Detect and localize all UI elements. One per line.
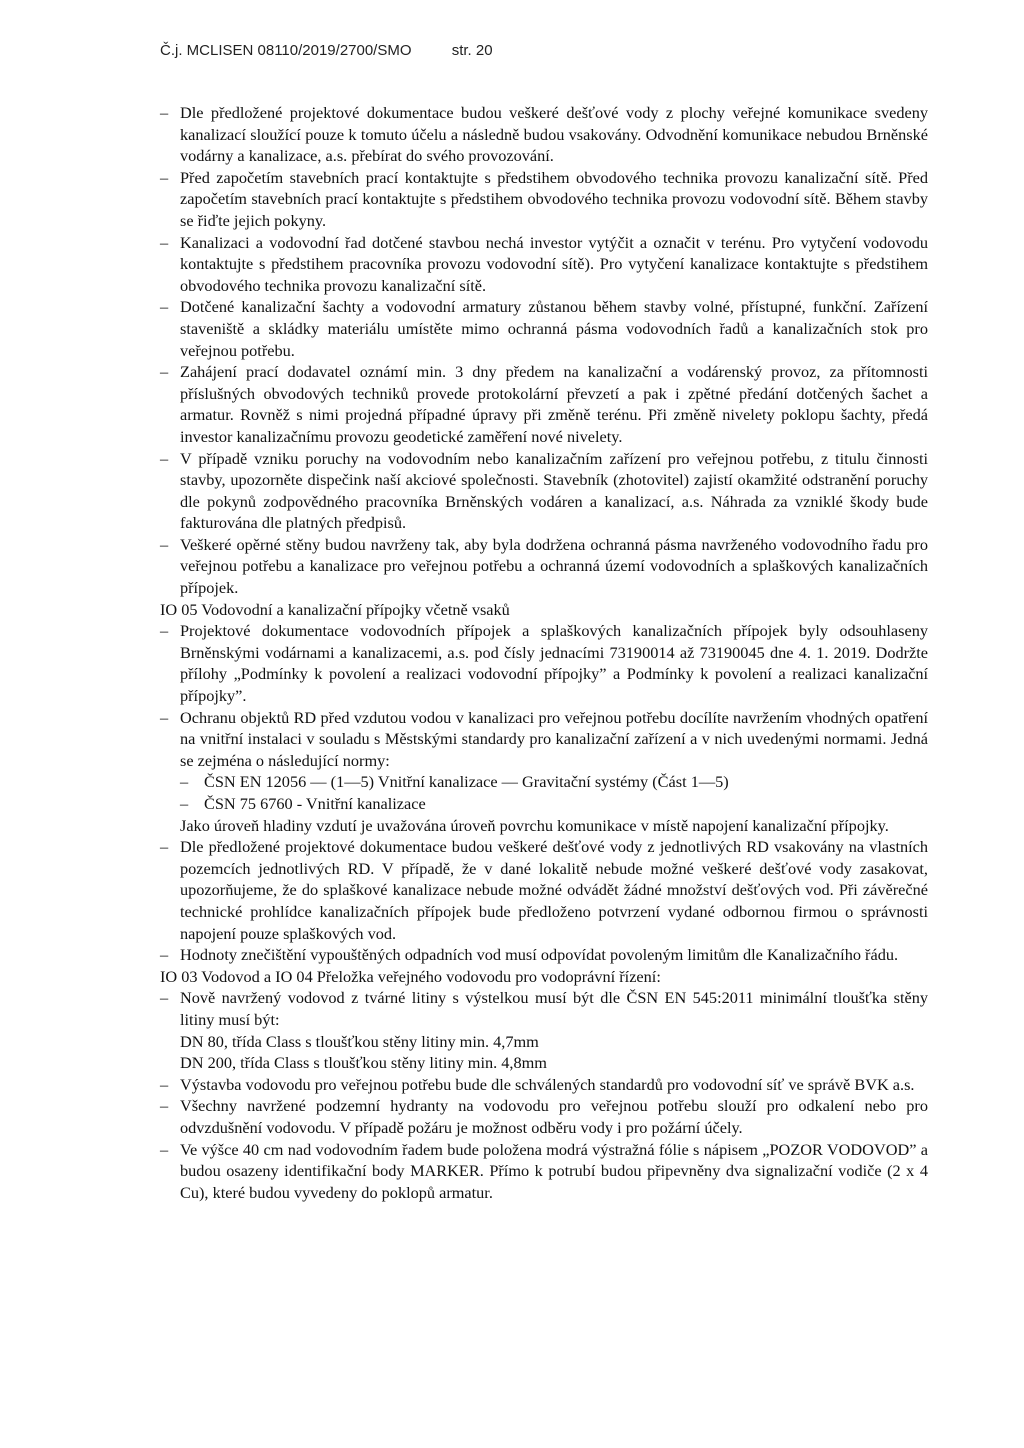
sub-list-item: – ČSN 75 6760 - Vnitřní kanalizace [160,793,928,815]
document-reference: Č.j. MCLISEN 08110/2019/2700/SMO [160,42,412,59]
list-item: – Hodnoty znečištění vypouštěných odpadních vod musí odpovídat povoleným limitům dle Kanalizačního řádu. [160,944,928,966]
list-item: – Zahájení prací dodavatel oznámí min. 3 dny předem na kanalizační a vodárenský provoz, za přítomnosti příslušných obvodových techniků provede protokolární převzetí a pak i zpětné předání dotčených šachet a armatur. Rovněž s nimi projedná případné úpravy při změně terénu. Při změně nivelety poklopu šachty, předá investor kanalizačnímu provozu geodetické zaměření nové nivelety. [160,361,928,447]
sub-list-item: – ČSN EN 12056 — (1—5) Vnitřní kanalizace — Gravitační systémy (Část 1—5) [160,771,928,793]
list-item: – Dle předložené projektové dokumentace budou veškeré dešťové vody z plochy veřejné komunikace svedeny kanalizací sloužící pouze k tomuto účelu a následně budou vsakovány. Odvodnění komunikace nebudou Brněnské vodárny a kanalizace, a.s. přebírat do svého provozování. [160,102,928,167]
section-heading: IO 05 Vodovodní a kanalizační přípojky včetně vsaků [160,599,510,619]
list-item: – Všechny navržené podzemní hydranty na vodovodu pro veřejnou potřebu slouží pro odkalení nebo pro odvzdušnění vodovodu. V případě požáru je možnost odběru vody i pro požární účely. [160,1095,928,1138]
paragraph: DN 80, třída Class s tloušťkou stěny litiny min. 4,7mm [180,1031,539,1051]
page-header [160,42,493,59]
list-item: – Před započetím stavebních prací kontaktujte s předstihem obvodového technika provozu kanalizační sítě. Před započetím stavebních prací kontaktujte s předstihem obvodového technika provozu vodovodní sítě. Během stavby se řiďte jejich pokyny. [160,167,928,232]
list-item: – Dle předložené projektové dokumentace budou veškeré dešťové vody z jednotlivých RD vsakovány na vlastních pozemcích jednotlivých RD. V případě, že v dané lokalitě nebude možné veškeré dešťové vody zasakovat, upozorňujeme, že do splaškové kanalizace nebude možné odvádět žádné množství dešťových vod. Při závěrečné technické prohlídce kanalizačních přípojek bude předloženo potvrzení vydané odbornou firmou o správnosti napojení pouze splaškových vod. [160,836,928,944]
list-item: – Výstavba vodovodu pro veřejnou potřebu bude dle schválených standardů pro vodovodní síť ve správě BVK a.s. [160,1074,928,1096]
section-heading: IO 03 Vodovod a IO 04 Přeložka veřejného vodovodu pro vodoprávní řízení: [160,966,661,986]
list-item: – Ve výšce 40 cm nad vodovodním řadem bude položena modrá výstražná fólie s nápisem „POZOR VODOVOD” a budou osazeny identifikační body MARKER. Přímo k potrubí budou připevněny dva signalizační vodiče (2 x 4 Cu), které budou vyvedeny do poklopů armatur. [160,1139,928,1204]
list-item: – Kanalizaci a vodovodní řad dotčené stavbou nechá investor vytýčit a označit v terénu. Pro vytyčení vodovodu kontaktujte s předstihem pracovníka provozu vodovodní sítě). Pro vytyčení kanalizace kontaktujte s předstihem obvodového technika provozu kanalizační sítě. [160,232,928,297]
list-item: – V případě vzniku poruchy na vodovodním nebo kanalizačním zařízení pro veřejnou potřebu, z titulu činnosti stavby, upozorněte dispečink naší akciové společnosti. Stavebník (zhotovitel) zajistí okamžité odstranění poruchy dle pokynů zodpovědného pracovníka Brněnských vodáren a kanalizací, a.s. Náhrada za vzniklé škody bude fakturována dle platných předpisů. [160,448,928,534]
list-item: – Projektové dokumentace vodovodních přípojek a splaškových kanalizačních přípojek byly odsouhlaseny Brněnskými vodárnami a kanalizacemi, a.s. pod čísly jednacími 73190014 až 73190045 dne 4. 1. 2019. Dodržte přílohy „Podmínky k povolení a realizaci vodovodní přípojky” a Podmínky k povolení a realizaci kanalizační přípojky”. [160,620,928,706]
document-body [160,102,928,1203]
list-item: – Nově navržený vodovod z tvárné litiny s výstelkou musí být dle ČSN EN 545:2011 minimální tloušťka stěny litiny musí být: [160,987,928,1030]
paragraph: DN 200, třída Class s tloušťkou stěny litiny min. 4,8mm [180,1053,547,1073]
page-number: str. 20 [451,42,493,59]
list-item: – Veškeré opěrné stěny budou navrženy tak, aby byla dodržena ochranná pásma navrženého vodovodního řadu pro veřejnou potřebu a kanalizace pro veřejnou potřebu a ochranná území vodovodních a splaškových kanalizačních přípojek. [160,534,928,599]
list-item: – Ochranu objektů RD před vzdutou vodou v kanalizaci pro veřejnou potřebu docílíte navržením vhodných opatření na vnitřní instalaci v souladu s Městskými standardy pro kanalizační zařízení a v nich uvedenými normami. Jedná se zejména o následující normy: [160,707,928,772]
paragraph: Jako úroveň hladiny vzdutí je uvažována úroveň povrchu komunikace v místě napojení kanalizační přípojky. [180,815,889,835]
list-item: – Dotčené kanalizační šachty a vodovodní armatury zůstanou během stavby volné, přístupné, funkční. Zařízení staveniště a skládky materiálu umístěte mimo ochranná pásma vodovodních řadů a kanalizačních stok pro veřejnou potřebu. [160,296,928,361]
